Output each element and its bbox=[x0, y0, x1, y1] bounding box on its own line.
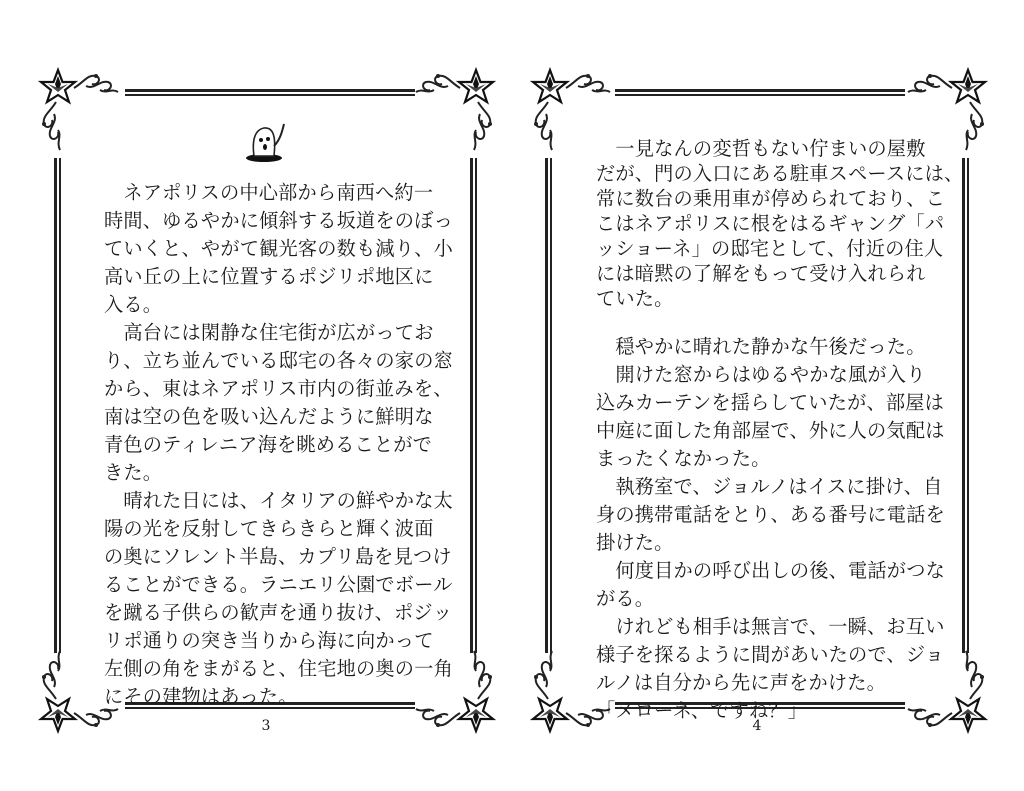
text-line: だが、門の入口にある駐車スペースには、 bbox=[596, 162, 964, 185]
text-line: がる。 bbox=[596, 587, 655, 610]
text-line: まったくなかった。 bbox=[596, 447, 771, 470]
text-line: 入る。 bbox=[104, 293, 163, 316]
text-line: の奥にソレント半島、カプリ島を見つけ bbox=[104, 545, 452, 568]
text-line: こはネアポリスに根をはるギャング「パ bbox=[596, 212, 945, 235]
text-line: り、立ち並んでいる邸宅の各々の家の窓 bbox=[104, 349, 453, 372]
frame-top-line bbox=[125, 89, 415, 96]
right-page bbox=[490, 0, 1002, 791]
text-line: 何度目かの呼び出しの後、電話がつな bbox=[596, 559, 945, 582]
text-line: ルノは自分から先に声をかけた。 bbox=[596, 671, 887, 694]
text-line: 陽の光を反射してきらきらと輝く波面 bbox=[104, 517, 434, 540]
text-line: から、東はネアポリス市内の街並みを、 bbox=[104, 377, 453, 400]
text-line: にその建物はあった。 bbox=[104, 685, 298, 708]
corner-ornament-icon bbox=[408, 66, 498, 156]
text-line: 様子を探るように間があいたので、ジョ bbox=[596, 643, 945, 666]
corner-ornament-icon bbox=[36, 66, 126, 156]
ghost-illustration-icon bbox=[238, 118, 294, 166]
text-line: 執務室で、ジョルノはイスに掛け、自 bbox=[596, 475, 943, 498]
text-line: を蹴る子供らの歓声を通り抜け、ポジッ bbox=[104, 601, 453, 624]
text-line: けれども相手は無言で、一瞬、お互い bbox=[596, 615, 945, 638]
right-page-body-text bbox=[596, 136, 963, 725]
text-line: リポ通りの突き当りから海に向かって bbox=[104, 629, 434, 652]
text-line: 一見なんの変哲もない佇まいの屋敷 bbox=[596, 137, 926, 160]
text-line: 晴れた日には、イタリアの鮮やかな太 bbox=[104, 489, 453, 512]
frame-left-line bbox=[54, 158, 61, 653]
text-line: 掛けた。 bbox=[596, 531, 674, 554]
text-line: ていくと、やがて観光客の数も減り、小 bbox=[104, 237, 453, 260]
text-line: 開けた窓からはゆるやかな風が入り bbox=[596, 363, 926, 386]
text-line: 青色のティレニア海を眺めることがで bbox=[104, 433, 433, 456]
text-line: 中庭に面した角部屋で、外に人の気配は bbox=[596, 419, 945, 442]
text-line: 左側の角をまがると、住宅地の奥の一角 bbox=[104, 657, 453, 680]
text-line: ていた。 bbox=[596, 287, 674, 310]
text-line: 穏やかに晴れた静かな午後だった。 bbox=[596, 335, 926, 358]
text-line: 「メローネ、ですね？」 bbox=[596, 699, 808, 722]
text-line: きた。 bbox=[104, 461, 163, 484]
frame-left-line bbox=[545, 158, 552, 653]
text-line: ネアポリスの中心部から南西へ約一 bbox=[104, 181, 434, 204]
frame-right-line bbox=[470, 158, 477, 653]
left-page-body-text bbox=[104, 179, 453, 711]
text-line: 込みカーテンを揺らしていたが、部屋は bbox=[596, 391, 945, 414]
text-line: 身の携帯電話をとり、ある番号に電話を bbox=[596, 503, 945, 526]
blank-line bbox=[596, 311, 963, 333]
page-number: 4 bbox=[752, 718, 762, 734]
text-line: には暗黙の了解をもって受け入れられ bbox=[596, 262, 926, 285]
text-line: 南は空の色を吸い込んだように鮮明な bbox=[104, 405, 434, 428]
text-line: ッショーネ」の邸宅として、付近の住人 bbox=[596, 237, 944, 260]
text-line: ることができる。ラニエリ公園でボール bbox=[104, 573, 453, 596]
text-line: 高台には閑静な住宅街が広がってお bbox=[104, 321, 434, 344]
frame-top-line bbox=[615, 89, 905, 96]
text-line: 常に数台の乗用車が停められており、こ bbox=[596, 187, 945, 210]
text-line: 高い丘の上に位置するポジリポ地区に bbox=[104, 265, 434, 288]
page-number: 3 bbox=[261, 718, 271, 734]
text-line: 時間、ゆるやかに傾斜する坂道をのぼっ bbox=[104, 209, 453, 232]
